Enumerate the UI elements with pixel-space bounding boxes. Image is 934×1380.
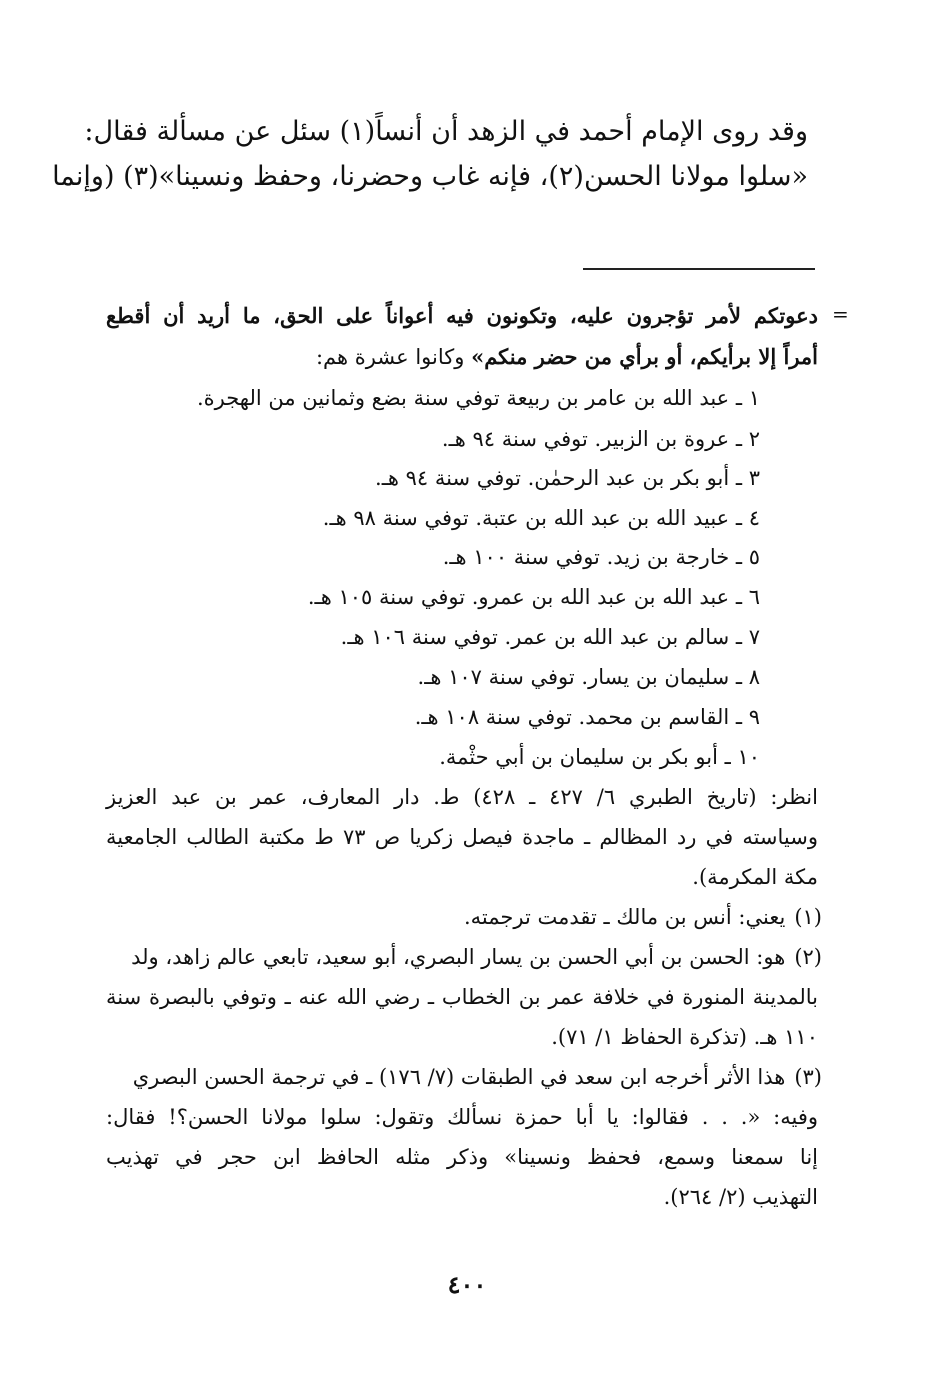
list-item: ٥ ـ خارجة بن زيد. توفي سنة ١٠٠ هـ.	[442, 545, 760, 569]
list-item: ٦ ـ عبد الله بن عبد الله بن عمرو. توفي سنة ١٠٥ هـ.	[307, 585, 760, 609]
footnote-3-line-1	[106, 1061, 822, 1093]
continued-footnote-bold: أمراً إلا برأيكم، أو برأي من حضر منكم»	[471, 344, 818, 369]
list-item: ٨ ـ سليمان بن يسار. توفي سنة ١٠٧ هـ.	[417, 665, 760, 689]
list-item: ٣ ـ أبو بكر بن عبد الرحمٰن. توفي سنة ٩٤ هـ.	[375, 466, 760, 490]
page-number: ٤٠٠	[447, 1270, 487, 1299]
list-item: ١٠ ـ أبو بكر بن سليمان بن أبي حثْمة.	[439, 745, 760, 769]
references-line-2: وسياسته في رد المظالم ـ ماجدة فيصل زكريا ص ٧٣ ط مكتبة الطالب الجامعية	[106, 825, 818, 849]
footnote-number: (١)	[794, 905, 822, 929]
footnote-2-line-3: ١١٠ هـ. (تذكرة الحفاظ ١/ ٧١).	[551, 1025, 818, 1049]
footnote-separator	[583, 268, 815, 270]
continued-footnote-line-2	[106, 341, 818, 373]
body-line-1: وقد روى الإمام أحمد في الزهد أن أنساً(١) سئل عن مسألة فقال:	[84, 116, 808, 147]
footnote-number: (٢)	[794, 945, 822, 969]
footnote-2-line-1	[106, 941, 822, 973]
footnote-number: (٣)	[794, 1065, 822, 1089]
list-item: ١ ـ عبد الله بن عامر بن ربيعة توفي سنة بضع وثمانين من الهجرة.	[196, 386, 760, 410]
footnote-2-line-2: بالمدينة المنورة في خلافة عمر بن الخطاب ـ رضي الله عنه ـ وتوفي بالبصرة سنة	[106, 985, 818, 1009]
footnote-3-line-2: وفيه: «. . . فقالوا: يا أبا حمزة نسألك وتقول: سلوا مولانا الحسن؟! فقال:	[106, 1105, 818, 1129]
references-line-3: مكة المكرمة).	[692, 865, 818, 889]
list-item: ٤ ـ عبيد الله بن عبد الله بن عتبة. توفي سنة ٩٨ هـ.	[322, 506, 760, 530]
continued-footnote-line-1: دعوتكم لأمر تؤجرون عليه، وتكونون فيه أعواناً على الحق، ما أريد أن أقطع	[106, 303, 818, 328]
footnote-3-line-4: التهذيب (٢/ ٢٦٤).	[663, 1185, 818, 1209]
body-line-2: «سلوا مولانا الحسن(٢)، فإنه غاب وحضرنا، وحفظ ونسينا»(٣) (وإنما	[52, 161, 808, 192]
references-line-1: انظر: (تاريخ الطبري ٦/ ٤٢٧ ـ ٤٢٨) ط. دار المعارف، عمر بن عبد العزيز	[106, 785, 818, 809]
continued-footnote-tail: وكانوا عشرة هم:	[315, 345, 472, 369]
list-item: ٧ ـ سالم بن عبد الله بن عمر. توفي سنة ١٠٦ هـ.	[340, 625, 760, 649]
list-item: ٩ ـ القاسم بن محمد. توفي سنة ١٠٨ هـ.	[414, 705, 760, 729]
footnote-text: هذا الأثر أخرجه ابن سعد في الطبقات (٧/ ١٧٦) ـ في ترجمة الحسن البصري	[132, 1065, 786, 1089]
footnote-1	[464, 901, 822, 933]
footnote-text: هو: الحسن بن أبي الحسن بن يسار البصري، أبو سعيد، تابعي عالم زاهد، ولد	[131, 945, 786, 969]
footnote-text: يعني: أنس بن مالك ـ تقدمت ترجمته.	[464, 905, 786, 929]
continuation-mark: =	[832, 302, 849, 326]
list-item: ٢ ـ عروة بن الزبير. توفي سنة ٩٤ هـ.	[441, 427, 760, 451]
footnote-3-line-3: إنا سمعنا وسمع، فحفظ ونسينا» وذكر مثله الحافظ ابن حجر في تهذيب	[106, 1145, 818, 1169]
